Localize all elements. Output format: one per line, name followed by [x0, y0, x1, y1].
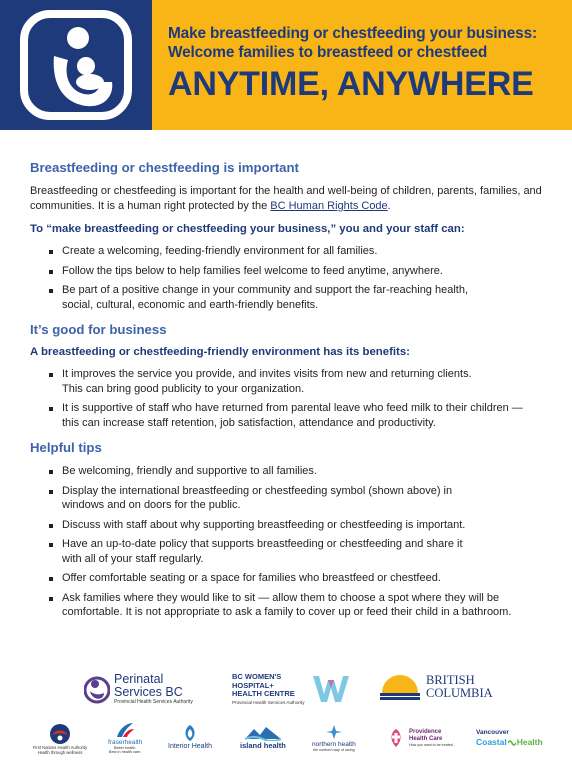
fnha-logo	[30, 723, 90, 755]
fraser-sub: Better health. Best in health care.	[108, 746, 142, 755]
business-lead: A breastfeeding or chestfeeding-friendly environment has its benefits:	[30, 346, 410, 358]
providence-line1: Providence	[409, 729, 442, 736]
bc-human-rights-code-link[interactable]: BC Human Rights Code	[270, 200, 388, 212]
vch-line2	[476, 737, 543, 747]
partner-logos	[0, 665, 572, 773]
business-list	[48, 367, 555, 430]
header-subtitle-line1: Make breastfeeding or chestfeeding your business:	[168, 25, 537, 42]
perinatal-sub: Provincial Health Services Authority	[114, 699, 193, 705]
interior-name: Interior Health	[168, 743, 212, 750]
list-item: It is supportive of staff who have returned from parental leave who feed milk to their children — this can increase staff retention, job satisfaction, attendance and productivity.	[48, 401, 555, 430]
vch-health: Health	[516, 737, 543, 747]
list-item: Create a welcoming, feeding-friendly environment for all families.	[48, 244, 555, 259]
vancouver-coastal-health-logo	[476, 729, 543, 747]
breastfeeding-symbol-icon	[0, 0, 152, 130]
list-item: Follow the tips below to help families feel welcome to feed anytime, anywhere.	[48, 264, 555, 279]
bc-line2: COLUMBIA	[426, 686, 493, 700]
list-item: Have an up-to-date policy that supports breastfeeding or chestfeeding and share it with all of your staff regularly.	[48, 537, 555, 566]
importance-paragraph	[30, 184, 555, 214]
interior-icon	[178, 723, 202, 743]
british-columbia-logo	[378, 673, 493, 701]
island-health-logo	[240, 725, 286, 750]
list-item: Be part of a positive change in your community and support the far-reaching health, social, cultural, economic and earth-friendly benefits.	[48, 283, 555, 312]
header-subtitle-line2: Welcome families to breastfeed or chestfeed	[168, 44, 488, 61]
bcw-sub: Provincial Health Services Authority	[232, 699, 305, 705]
interior-health-logo	[168, 723, 212, 751]
section-importance	[30, 160, 555, 312]
list-item: Display the international breastfeeding or chestfeeding symbol (shown above) in windows and on doors for the public.	[48, 484, 555, 513]
header-subtitle	[168, 24, 568, 62]
bc-womens-hospital-logo	[232, 673, 351, 706]
perinatal-services-bc-logo	[84, 673, 193, 706]
tips-list	[48, 464, 555, 620]
providence-line2: Health Care	[409, 735, 443, 742]
list-item: Offer comfortable seating or a space for families who breastfeed or chestfeed.	[48, 571, 555, 586]
header-banner	[0, 0, 572, 130]
northern-health-logo	[312, 723, 356, 752]
providence-icon	[386, 727, 406, 749]
bc-sun-icon	[378, 673, 422, 701]
vch-line1: Vancouver	[476, 729, 509, 736]
providence-sub: How you want to be treated.	[409, 742, 454, 747]
section-heading-business: It’s good for business	[30, 322, 167, 337]
northern-icon	[324, 723, 344, 741]
bcw-line2: HOSPITAL+	[232, 680, 274, 690]
importance-list	[48, 244, 555, 312]
list-item: Discuss with staff about why supporting breastfeeding or chestfeeding is important.	[48, 518, 555, 533]
section-heading-importance: Breastfeeding or chestfeeding is important	[30, 160, 299, 175]
island-name: island health	[240, 741, 286, 750]
northern-sub: the northern way of caring	[313, 748, 355, 752]
importance-text-end: .	[387, 200, 391, 212]
perinatal-name-line2: Services BC	[114, 685, 183, 699]
northern-name: northern health	[312, 741, 356, 748]
fraser-health-logo	[108, 721, 142, 755]
bcw-line1: BC WOMEN'S	[232, 672, 282, 681]
section-business	[30, 322, 555, 430]
vch-wave-icon	[508, 738, 516, 746]
section-heading-tips: Helpful tips	[30, 440, 102, 455]
importance-lead: To “make breastfeeding or chestfeeding your business,” you and your staff can:	[30, 223, 465, 235]
fnha-icon	[46, 723, 74, 745]
fnha-line1: First Nations Health Authority	[32, 745, 88, 750]
header-headline: ANYTIME, ANYWHERE	[168, 65, 534, 103]
perinatal-name-line1: Perinatal	[114, 672, 164, 686]
perinatal-symbol-icon	[84, 675, 110, 705]
list-item: Ask families where they would like to sit — allow them to choose a spot where they will be comfortable. It is not appropriate to ask a family to cover up or feed their child in a bathroom.	[48, 591, 555, 620]
section-tips	[30, 440, 555, 620]
main-content	[30, 160, 555, 630]
bcw-w-icon	[311, 674, 351, 704]
island-icon	[244, 725, 282, 741]
bcw-line3: HEALTH CENTRE	[232, 689, 295, 698]
importance-text: Breastfeeding or chestfeeding is important for the health and well-being of children, parents, families, and communities. It is a human right protected by the	[30, 185, 542, 212]
list-item: Be welcoming, friendly and supportive to all families.	[48, 464, 555, 479]
providence-health-logo	[386, 727, 454, 749]
vch-coastal: Coastal	[476, 737, 507, 747]
list-item: It improves the service you provide, and invites visits from new and returning clients. This can bring good publicity to your organization.	[48, 367, 555, 396]
fnha-line2: Health through wellness	[37, 750, 83, 755]
fraser-icon	[114, 721, 136, 739]
fraser-name: fraserhealth	[108, 739, 143, 746]
bc-line1: BRITISH	[426, 673, 475, 687]
